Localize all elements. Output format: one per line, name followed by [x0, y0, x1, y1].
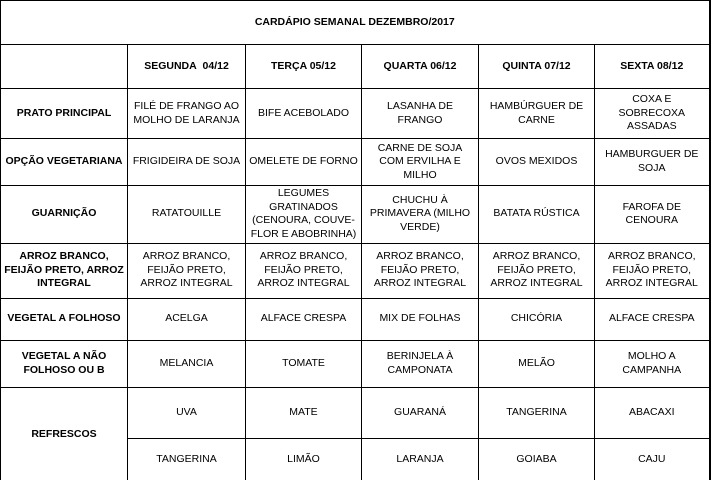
- row-label: VEGETAL A FOLHOSO: [1, 298, 128, 340]
- col-header-wednesday: QUARTA 06/12: [362, 45, 479, 89]
- menu-cell: LASANHA DE FRANGO: [362, 89, 479, 139]
- menu-cell: HAMBURGUER DE SOJA: [595, 139, 710, 186]
- menu-cell: COXA E SOBRECOXA ASSADAS: [595, 89, 710, 139]
- menu-cell: TANGERINA: [479, 387, 595, 438]
- col-header-thursday: QUINTA 07/12: [479, 45, 595, 89]
- menu-cell: FRIGIDEIRA DE SOJA: [128, 139, 246, 186]
- menu-cell: FAROFA DE CENOURA: [595, 186, 710, 244]
- menu-cell: CHUCHU À PRIMAVERA (MILHO VERDE): [362, 186, 479, 244]
- page-title: CARDÁPIO SEMANAL DEZEMBRO/2017: [1, 1, 710, 45]
- menu-cell: ARROZ BRANCO, FEIJÃO PRETO, ARROZ INTEGRAL: [362, 243, 479, 298]
- table-row-non-leafy-vegetable: [1, 340, 710, 387]
- menu-cell: LEGUMES GRATINADOS (CENOURA, COUVE-FLOR E ABOBRINHA): [246, 186, 362, 244]
- menu-cell: LARANJA: [362, 438, 479, 480]
- menu-cell: FILÉ DE FRANGO AO MOLHO DE LARANJA: [128, 89, 246, 139]
- menu-cell: BERINJELA À CAMPONATA: [362, 340, 479, 387]
- row-label: VEGETAL A NÃO FOLHOSO OU B: [1, 340, 128, 387]
- table-row-leafy-vegetable: [1, 298, 710, 340]
- row-label: OPÇÃO VEGETARIANA: [1, 139, 128, 186]
- weekday-header-row: [1, 45, 710, 89]
- corner-cell: [1, 45, 128, 89]
- menu-cell: ARROZ BRANCO, FEIJÃO PRETO, ARROZ INTEGRAL: [595, 243, 710, 298]
- menu-cell: LIMÃO: [246, 438, 362, 480]
- col-header-friday: SEXTA 08/12: [595, 45, 710, 89]
- menu-cell: MIX DE FOLHAS: [362, 298, 479, 340]
- menu-cell: CARNE DE SOJA COM ERVILHA E MILHO: [362, 139, 479, 186]
- menu-cell: CHICÓRIA: [479, 298, 595, 340]
- table-row-vegetarian-option: [1, 139, 710, 186]
- row-label: ARROZ BRANCO, FEIJÃO PRETO, ARROZ INTEGRAL: [1, 243, 128, 298]
- menu-cell: GUARANÁ: [362, 387, 479, 438]
- menu-cell: TANGERINA: [128, 438, 246, 480]
- menu-cell: ARROZ BRANCO, FEIJÃO PRETO, ARROZ INTEGRAL: [128, 243, 246, 298]
- menu-cell: ALFACE CRESPA: [246, 298, 362, 340]
- menu-cell: TOMATE: [246, 340, 362, 387]
- menu-cell: GOIABA: [479, 438, 595, 480]
- menu-cell: UVA: [128, 387, 246, 438]
- menu-cell: MATE: [246, 387, 362, 438]
- table-row-side-dish: [1, 186, 710, 244]
- menu-cell: OVOS MEXIDOS: [479, 139, 595, 186]
- menu-cell: OMELETE DE FORNO: [246, 139, 362, 186]
- title-row: [1, 1, 710, 45]
- row-label-refreshments: REFRESCOS: [1, 387, 128, 480]
- menu-cell: BATATA RÚSTICA: [479, 186, 595, 244]
- menu-cell: ABACAXI: [595, 387, 710, 438]
- menu-cell: MOLHO A CAMPANHA: [595, 340, 710, 387]
- menu-cell: ARROZ BRANCO, FEIJÃO PRETO, ARROZ INTEGRAL: [479, 243, 595, 298]
- table-row-drinks-1: [1, 387, 710, 438]
- menu-cell: CAJU: [595, 438, 710, 480]
- row-label: PRATO PRINCIPAL: [1, 89, 128, 139]
- menu-cell: MELÃO: [479, 340, 595, 387]
- table-row-main-dish: [1, 89, 710, 139]
- menu-cell: ARROZ BRANCO, FEIJÃO PRETO, ARROZ INTEGRAL: [246, 243, 362, 298]
- menu-cell: MELANCIA: [128, 340, 246, 387]
- col-header-tuesday: TERÇA 05/12: [246, 45, 362, 89]
- menu-cell: BIFE ACEBOLADO: [246, 89, 362, 139]
- col-header-monday: SEGUNDA 04/12: [128, 45, 246, 89]
- menu-cell: ACELGA: [128, 298, 246, 340]
- row-label: GUARNIÇÃO: [1, 186, 128, 244]
- menu-cell: HAMBÚRGUER DE CARNE: [479, 89, 595, 139]
- table-row-rice-beans: [1, 243, 710, 298]
- menu-cell: RATATOUILLE: [128, 186, 246, 244]
- menu-cell: ALFACE CRESPA: [595, 298, 710, 340]
